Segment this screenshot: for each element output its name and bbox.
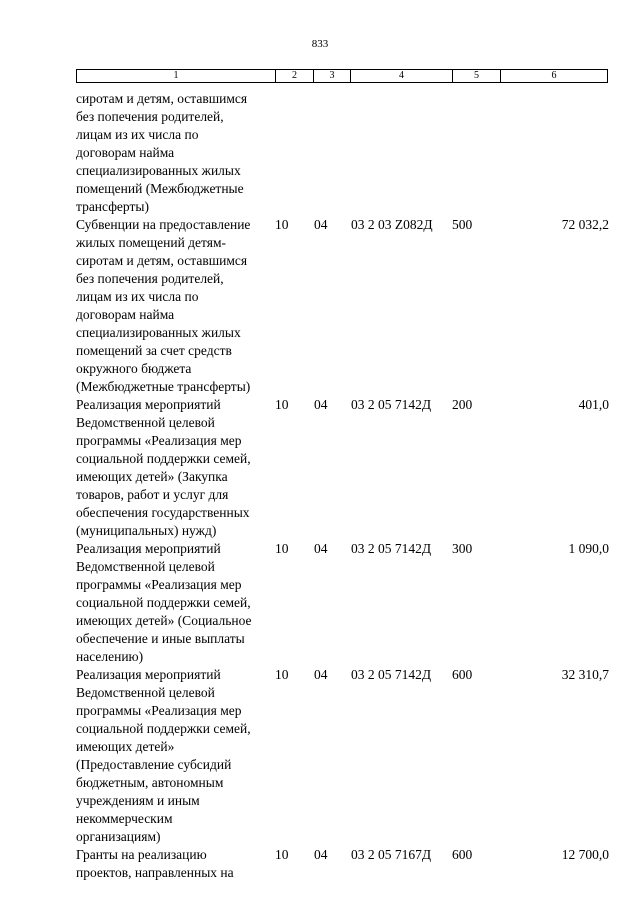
section-code: 10 xyxy=(275,847,289,862)
description-line: программы «Реализация мер xyxy=(76,577,242,592)
expense-type-code: 200 xyxy=(452,397,473,412)
table-row xyxy=(76,90,616,216)
description-line: без попечения родителей, xyxy=(76,271,224,286)
column-header-2: 2 xyxy=(276,70,314,82)
description-line: (Межбюджетные трансферты) xyxy=(76,379,251,394)
description-line: имеющих детей» xyxy=(76,739,175,754)
amount: 1 090,0 xyxy=(568,541,609,556)
section-code: 10 xyxy=(275,397,289,412)
column-header-4: 4 xyxy=(351,70,453,82)
description-line: сиротам и детям, оставшимся xyxy=(76,253,248,268)
description-line: Ведомственной целевой xyxy=(76,559,215,574)
description-line: (муниципальных) нужд) xyxy=(76,523,217,538)
amount: 72 032,2 xyxy=(561,217,609,232)
description-line: Реализация мероприятий xyxy=(76,397,221,412)
description-line: лицам из их числа по xyxy=(76,289,199,304)
expense-type-code: 300 xyxy=(452,541,473,556)
target-article-code: 03 2 05 7142Д xyxy=(351,541,432,556)
table-row xyxy=(76,846,616,882)
subsection-code: 04 xyxy=(314,397,328,412)
description-line: программы «Реализация мер xyxy=(76,703,242,718)
description-line: окружного бюджета xyxy=(76,361,192,376)
column-header-6: 6 xyxy=(551,70,557,81)
expense-type-code: 600 xyxy=(452,667,473,682)
description-line: социальной поддержки семей, xyxy=(76,595,251,610)
table-row xyxy=(76,216,616,396)
description-line: организациям) xyxy=(76,829,161,844)
description-line: социальной поддержки семей, xyxy=(76,451,251,466)
column-header-3: 3 xyxy=(314,70,351,82)
table-header xyxy=(76,69,608,83)
description-line: обеспечения государственных xyxy=(76,505,250,520)
target-article-code: 03 2 03 Z082Д xyxy=(351,217,433,232)
subsection-code: 04 xyxy=(314,667,328,682)
target-article-code: 03 2 05 7167Д xyxy=(351,847,432,862)
description-line: договорам найма xyxy=(76,307,175,322)
description-line: жилых помещений детям- xyxy=(76,235,227,250)
target-article-code: 03 2 05 7142Д xyxy=(351,667,432,682)
description-line: некоммерческим xyxy=(76,811,173,826)
column-header-1: 1 xyxy=(77,70,276,82)
section-code: 10 xyxy=(275,667,289,682)
section-code: 10 xyxy=(275,541,289,556)
subsection-code: 04 xyxy=(314,541,328,556)
row-description xyxy=(76,90,276,216)
table-row xyxy=(76,666,616,846)
table-body xyxy=(76,90,616,882)
amount: 32 310,7 xyxy=(561,667,609,682)
section-code: 10 xyxy=(275,217,289,232)
description-line: Реализация мероприятий xyxy=(76,541,221,556)
description-line: проектов, направленных на xyxy=(76,865,234,880)
table-row xyxy=(76,540,616,666)
description-line: обеспечение и иные выплаты xyxy=(76,631,245,646)
description-line: Гранты на реализацию xyxy=(76,847,207,862)
row-description xyxy=(76,666,276,846)
description-line: товаров, работ и услуг для xyxy=(76,487,229,502)
description-line: имеющих детей» (Закупка xyxy=(76,469,228,484)
description-line: социальной поддержки семей, xyxy=(76,721,251,736)
subsection-code: 04 xyxy=(314,847,328,862)
description-line: специализированных жилых xyxy=(76,325,241,340)
expense-type-code: 500 xyxy=(452,217,473,232)
description-line: (Предоставление субсидий xyxy=(76,757,232,772)
page-number: 833 xyxy=(311,38,329,50)
description-line: Субвенции на предоставление xyxy=(76,217,251,232)
description-line: сиротам и детям, оставшимся xyxy=(76,91,248,106)
description-line: трансферты) xyxy=(76,199,149,214)
description-line: помещений (Межбюджетные xyxy=(76,181,244,196)
row-description xyxy=(76,540,276,666)
row-description xyxy=(76,846,276,882)
description-line: договорам найма xyxy=(76,145,175,160)
amount: 12 700,0 xyxy=(561,847,609,862)
description-line: программы «Реализация мер xyxy=(76,433,242,448)
description-line: учреждениям и иным xyxy=(76,793,200,808)
column-header-5: 5 xyxy=(453,70,501,82)
row-description xyxy=(76,216,276,396)
amount: 401,0 xyxy=(578,397,609,412)
description-line: населению) xyxy=(76,649,144,664)
expense-type-code: 600 xyxy=(452,847,473,862)
table-row xyxy=(76,396,616,540)
description-line: имеющих детей» (Социальное xyxy=(76,613,252,628)
description-line: лицам из их числа по xyxy=(76,127,199,142)
description-line: Ведомственной целевой xyxy=(76,685,215,700)
row-description xyxy=(76,396,276,540)
subsection-code: 04 xyxy=(314,217,328,232)
description-line: специализированных жилых xyxy=(76,163,241,178)
description-line: помещений за счет средств xyxy=(76,343,232,358)
description-line: без попечения родителей, xyxy=(76,109,224,124)
description-line: бюджетным, автономным xyxy=(76,775,224,790)
description-line: Ведомственной целевой xyxy=(76,415,215,430)
target-article-code: 03 2 05 7142Д xyxy=(351,397,432,412)
description-line: Реализация мероприятий xyxy=(76,667,221,682)
